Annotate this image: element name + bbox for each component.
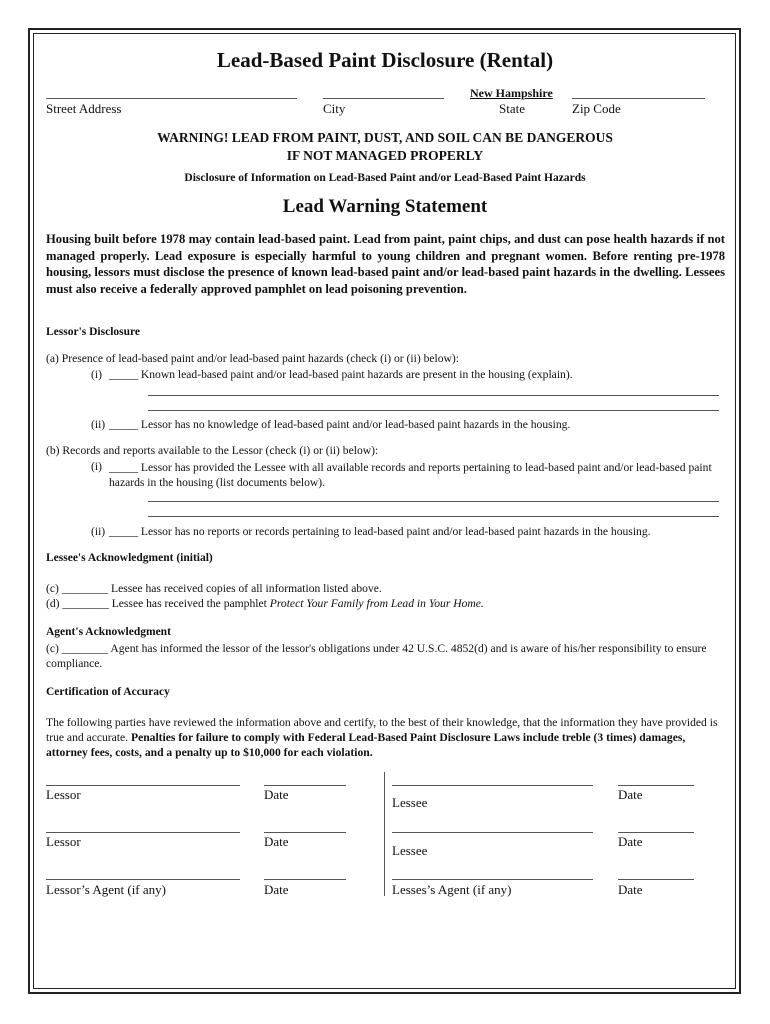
city-label: City — [323, 101, 346, 116]
state-label: State — [499, 101, 525, 116]
section-b-i-text-content: _____ Lessor has provided the Lessee with all available records and reports pertaining to lead-based paint and/or lead-based paint hazards in the housing (list documents below). — [109, 461, 712, 489]
lessor-agent-signature-line[interactable] — [46, 879, 240, 880]
lessor-2-date-label: Date — [264, 834, 289, 849]
lessor-2-signature-line[interactable] — [46, 832, 240, 833]
disclosure-subtitle: Disclosure of Information on Lead-Based Paint and/or Lead-Based Paint Hazards — [184, 172, 586, 184]
lessee-agent-label: Lesses’s Agent (if any) — [392, 882, 512, 897]
lessee-1-date-label: Date — [618, 787, 643, 802]
city-line[interactable] — [323, 98, 444, 99]
lessee-ack-heading: Lessee's Acknowledgment (initial) — [46, 552, 213, 564]
lessor-2-date-line[interactable] — [264, 832, 346, 833]
section-a-intro: (a) Presence of lead-based paint and/or lead-based paint hazards (check (i) or (ii) below): — [46, 352, 459, 365]
zip-code-label: Zip Code — [572, 101, 621, 116]
section-b-intro: (b) Records and reports available to the Lessor (check (i) or (ii) below): — [46, 444, 379, 457]
section-b-i-text[interactable] — [109, 460, 719, 490]
lessee-ack-c[interactable]: (c) ________ Lessee has received copies of all information listed above. — [46, 582, 382, 595]
lessee-1-signature-line[interactable] — [392, 785, 593, 786]
lessor-agent-date-label: Date — [264, 882, 289, 897]
explain-line-2[interactable] — [148, 410, 719, 411]
lessee-2-signature-line[interactable] — [392, 832, 593, 833]
lessee-2-date-line[interactable] — [618, 832, 694, 833]
lessee-2-label: Lessee — [392, 843, 428, 858]
lessor-1-signature-line[interactable] — [46, 785, 240, 786]
warning-line-1: WARNING! LEAD FROM PAINT, DUST, AND SOIL CAN BE DANGEROUS — [157, 130, 613, 145]
lessee-ack-d[interactable] — [46, 597, 484, 610]
documents-line-2[interactable] — [148, 516, 719, 517]
signature-divider — [384, 772, 385, 896]
penalty-statement: Penalties for failure to comply with Federal Lead-Based Paint Disclosure Laws include treble (3 times) damages, attorney fees, costs, and a penalty up to $10,000 for each violation. — [46, 731, 686, 759]
certification-text — [46, 715, 726, 760]
lessee-1-label: Lessee — [392, 795, 428, 810]
section-b-i-marker: (i) — [91, 460, 102, 473]
lessee-2-date-label: Date — [618, 834, 643, 849]
state-value: New Hampshire — [470, 86, 553, 100]
explain-line-1[interactable] — [148, 395, 719, 396]
section-a-ii-text[interactable]: _____ Lessor has no knowledge of lead-based paint and/or lead-based paint hazards in the housing. — [109, 418, 571, 431]
agent-ack-c[interactable]: (c) ________ Agent has informed the lessor of the lessor's obligations under 42 U.S.C. 4852(d) and is aware of his/her responsibility to ensure compliance. — [46, 642, 707, 670]
pamphlet-title: Protect Your Family from Lead in Your Home. — [269, 597, 484, 610]
lessee-1-date-line[interactable] — [618, 785, 694, 786]
section-a-i-text[interactable]: _____ Known lead-based paint and/or lead-based paint hazards are present in the housing (explain). — [109, 368, 573, 381]
warning-line-2: IF NOT MANAGED PROPERLY — [286, 148, 484, 163]
documents-line-1[interactable] — [148, 501, 719, 502]
section-b-ii-text[interactable]: _____ Lessor has no reports or records pertaining to lead-based paint and/or lead-based paint hazards in the housing. — [109, 525, 651, 538]
lessee-agent-date-line[interactable] — [618, 879, 694, 880]
lessor-agent-label: Lessor’s Agent (if any) — [46, 882, 166, 897]
document-title: Lead-Based Paint Disclosure (Rental) — [216, 48, 554, 72]
lessor-agent-date-line[interactable] — [264, 879, 346, 880]
lessor-2-label: Lessor — [46, 834, 81, 849]
lead-warning-statement: Housing built before 1978 may contain lead-based paint. Lead from paint, paint chips, and dust can pose health hazards if not managed properly. Lead exposure is especially harmful to young children and pregnant women. Before renting pre-1978 housing, lessors must disclose the presence of known lead-based paint and/or lead-based paint hazards in the dwelling. Lessees must also receive a federally approved pamphlet on lead poisoning prevention. — [46, 232, 725, 296]
lessee-agent-date-label: Date — [618, 882, 643, 897]
street-address-label: Street Address — [46, 101, 122, 116]
lessor-1-label: Lessor — [46, 787, 81, 802]
lessor-1-date-label: Date — [264, 787, 289, 802]
lessee-agent-signature-line[interactable] — [392, 879, 593, 880]
street-address-line[interactable] — [46, 98, 297, 99]
zip-code-line[interactable] — [572, 98, 705, 99]
certification-heading: Certification of Accuracy — [46, 686, 170, 698]
agent-ack-heading: Agent's Acknowledgment — [46, 626, 171, 638]
lessor-disclosure-heading: Lessor's Disclosure — [46, 326, 141, 338]
certification-statement: The following parties have reviewed the information above and certify, to the best of their knowledge, that the information they have provided is true and accurate. — [46, 716, 718, 744]
section-a-ii-marker: (ii) — [91, 418, 106, 431]
section-a-i-marker: (i) — [91, 368, 102, 381]
lead-warning-heading: Lead Warning Statement — [282, 196, 488, 217]
section-b-ii-marker: (ii) — [91, 525, 106, 538]
lessor-1-date-line[interactable] — [264, 785, 346, 786]
lessee-ack-d-prefix: (d) ________ Lessee has received the pamphlet — [46, 597, 270, 610]
